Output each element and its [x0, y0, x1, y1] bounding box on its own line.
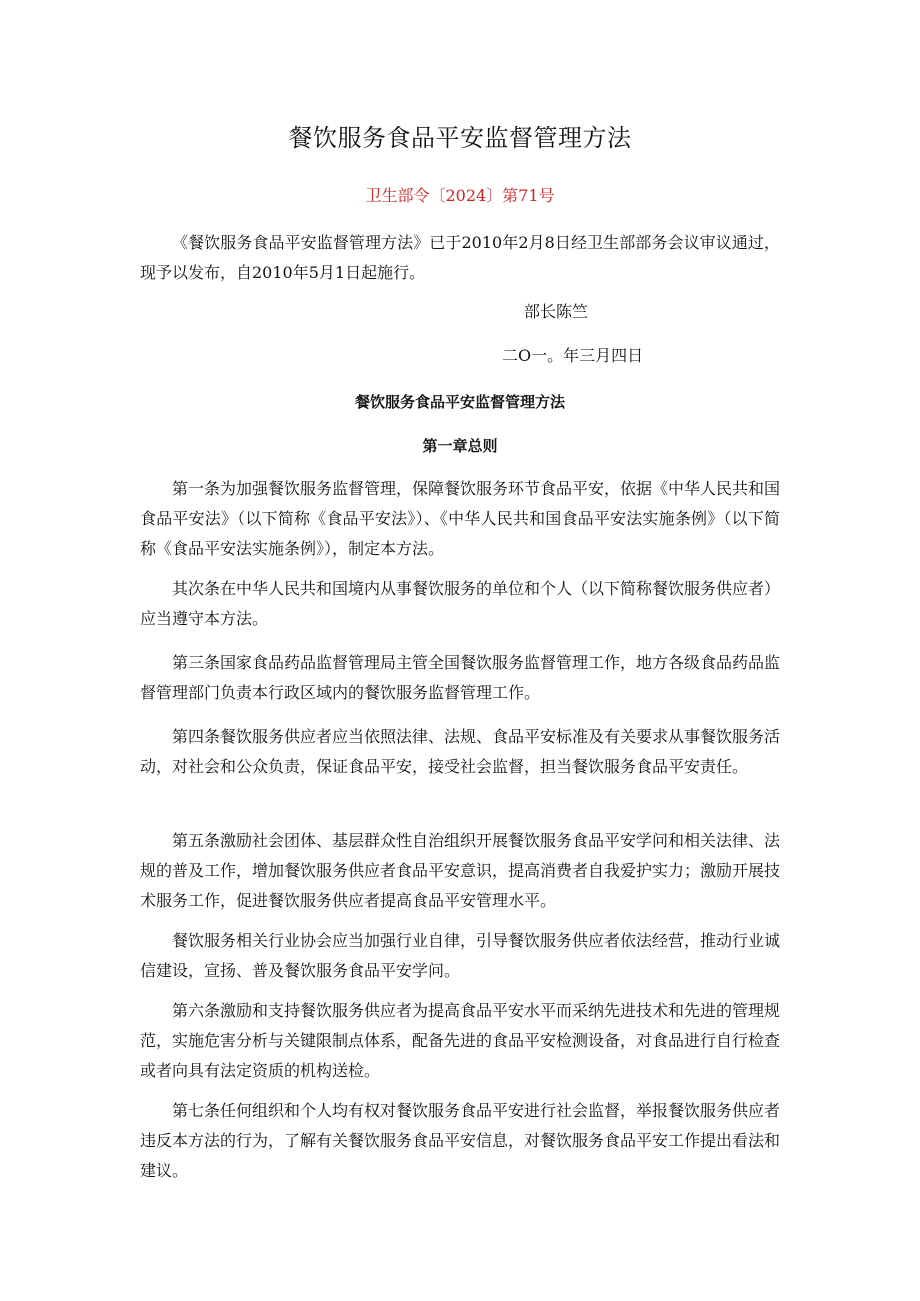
chapter-title: 第一章总则	[422, 437, 498, 455]
article-3: 第三条国家食品药品监督管理局主管全国餐饮服务监督管理工作，地方各级食品药品监督管理部门负责本行政区域内的餐饮服务监督管理工作。	[140, 653, 781, 702]
section-title: 餐饮服务食品平安监督管理方法	[354, 393, 565, 411]
article-5: 第五条激励社会团体、基层群众性自治组织开展餐饮服务食品平安学问和相关法律、法规的普及工作，增加餐饮服务供应者食品平安意识，提高消费者自我爱护实力；激励开展技术服务工作，促进餐饮服务供应者提高食品平安管理水平。	[140, 831, 781, 910]
intro-paragraph: 《餐饮服务食品平安监督管理方法》已于2010年2月8日经卫生部部务会议审议通过，现予以发布，自2010年5月1日起施行。	[140, 233, 780, 282]
article-6: 第六条激励和支持餐饮服务供应者为提高食品平安水平而采纳先进技术和先进的管理规范，实施危害分析与关键限制点体系，配备先进的食品平安检测设备，对食品进行自行检查或者向具有法定资质的机构送检。	[140, 1001, 781, 1080]
article-1: 第一条为加强餐饮服务监督管理，保障餐饮服务环节食品平安，依据《中华人民共和国食品平安法》（以下简称《食品平安法》）、《中华人民共和国食品平安法实施条例》（以下简称《食品平安法实施条例》），制定本方法。	[140, 479, 781, 558]
article-7: 第七条任何组织和个人均有权对餐饮服务食品平安进行社会监督，举报餐饮服务供应者违反本方法的行为，了解有关餐饮服务食品平安信息，对餐饮服务食品平安工作提出看法和建议。	[140, 1101, 781, 1180]
article-4: 第四条餐饮服务供应者应当依照法律、法规、食品平安标准及有关要求从事餐饮服务活动，对社会和公众负责，保证食品平安，接受社会监督，担当餐饮服务食品平安责任。	[140, 727, 781, 776]
article-2: 其次条在中华人民共和国境内从事餐饮服务的单位和个人（以下简称餐饮服务供应者）应当遵守本方法。	[140, 579, 781, 628]
article-5-paragraph-2: 餐饮服务相关行业协会应当加强行业自律，引导餐饮服务供应者依法经营，推动行业诚信建设，宣扬、普及餐饮服务食品平安学问。	[140, 931, 781, 980]
issue-date: 二O一。年三月四日	[502, 346, 644, 365]
document-title: 餐饮服务食品平安监督管理方法	[288, 124, 632, 152]
signature: 部长陈竺	[524, 302, 589, 321]
decree-number: 卫生部令〔2024〕第71号	[365, 186, 555, 205]
